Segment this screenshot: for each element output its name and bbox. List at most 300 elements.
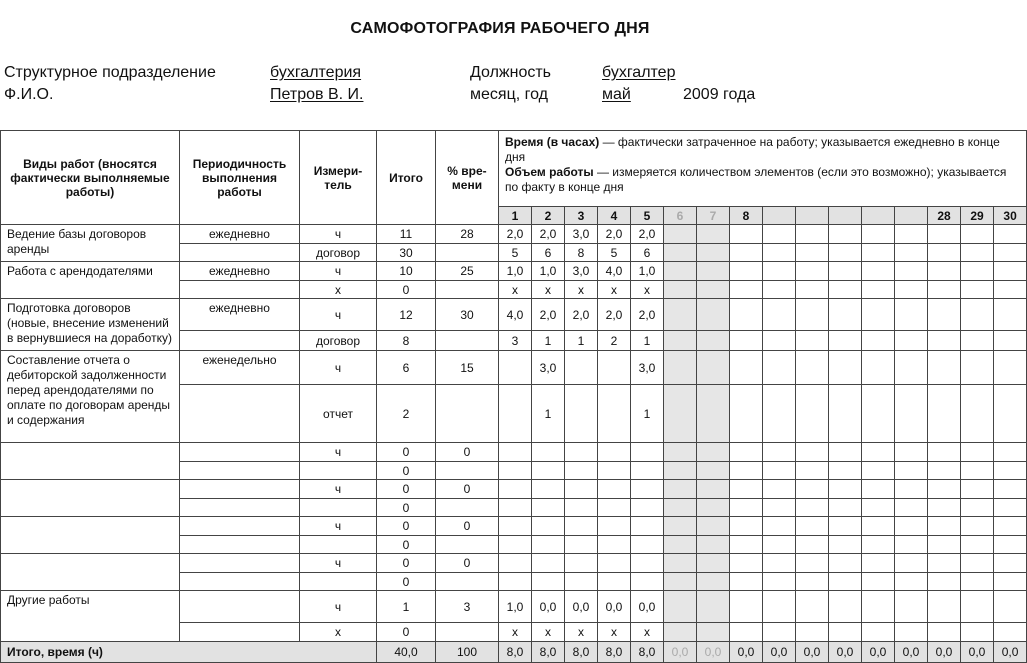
day-cell [928, 573, 961, 591]
day-cell [994, 623, 1027, 642]
day-cell [994, 591, 1027, 623]
day-cell [730, 443, 763, 462]
work-type: Подготовка договоров (новые, внесение изменений в вернувшиеся на доработку) [1, 299, 180, 351]
day-cell [730, 299, 763, 331]
day-cell [961, 262, 994, 281]
work-period-empty [180, 499, 300, 517]
fio-label: Ф.И.О. [4, 86, 54, 103]
day-cell: 5 [598, 244, 631, 262]
day-cell [499, 499, 532, 517]
day-cell: 2 [598, 331, 631, 351]
day-cell [829, 591, 862, 623]
day-cell [829, 443, 862, 462]
day-cell [895, 262, 928, 281]
totals-day-cell: 0,0 [796, 642, 829, 663]
measure-unit: ч [300, 262, 377, 281]
table-row [1, 517, 1027, 536]
day-cell [664, 573, 697, 591]
col-header-types: Виды работ (вносятся фактически выполняемые работы) [1, 131, 180, 225]
day-cell [730, 554, 763, 573]
day-cell: 3,0 [631, 351, 664, 385]
day-cell [994, 554, 1027, 573]
time-note-bold: Время (в часах) [505, 135, 600, 149]
day-cell [961, 623, 994, 642]
day-cell: 2,0 [598, 225, 631, 244]
day-header: 3 [565, 207, 598, 225]
work-period-empty [180, 573, 300, 591]
time-percent-empty [436, 281, 499, 299]
day-cell [862, 262, 895, 281]
time-percent: 0 [436, 443, 499, 462]
measure-unit: ч [300, 554, 377, 573]
day-cell [664, 299, 697, 331]
table-row [1, 299, 1027, 331]
day-cell [928, 443, 961, 462]
day-cell [598, 573, 631, 591]
day-header: 2 [532, 207, 565, 225]
day-cell [895, 623, 928, 642]
day-cell [697, 573, 730, 591]
day-cell [895, 244, 928, 262]
work-period [180, 554, 300, 573]
month-label: месяц, год [470, 86, 548, 103]
time-percent-empty [436, 623, 499, 642]
day-cell [565, 536, 598, 554]
day-cell [862, 517, 895, 536]
day-cell: 2,0 [598, 299, 631, 331]
day-cell [895, 443, 928, 462]
instructions-note [499, 131, 1027, 207]
day-cell [697, 299, 730, 331]
day-cell [598, 480, 631, 499]
day-cell [730, 499, 763, 517]
day-cell [631, 536, 664, 554]
day-cell: х [565, 281, 598, 299]
day-cell [994, 462, 1027, 480]
totals-day-cell: 0,0 [895, 642, 928, 663]
measure-unit: ч [300, 225, 377, 244]
day-cell: 2,0 [532, 299, 565, 331]
day-cell [763, 262, 796, 281]
day-cell [961, 225, 994, 244]
day-cell [961, 244, 994, 262]
day-cell [829, 517, 862, 536]
day-cell [565, 385, 598, 443]
day-cell [730, 351, 763, 385]
work-period: еженедельно [180, 351, 300, 385]
totals-day-cell: 0,0 [664, 642, 697, 663]
day-cell [862, 385, 895, 443]
work-type [1, 443, 180, 480]
day-cell [796, 517, 829, 536]
day-cell [796, 443, 829, 462]
day-cell [994, 443, 1027, 462]
work-period [180, 443, 300, 462]
day-cell [499, 351, 532, 385]
line-total: 2 [377, 385, 436, 443]
line-total: 0 [377, 517, 436, 536]
day-cell: х [631, 623, 664, 642]
day-cell: 0,0 [631, 591, 664, 623]
day-header: 1 [499, 207, 532, 225]
day-cell [697, 554, 730, 573]
day-cell [796, 281, 829, 299]
work-type [1, 554, 180, 591]
day-cell [862, 225, 895, 244]
day-cell: 8 [565, 244, 598, 262]
work-period-empty [180, 331, 300, 351]
work-period-empty [180, 462, 300, 480]
work-period-empty [180, 623, 300, 642]
day-cell [994, 499, 1027, 517]
day-cell [697, 262, 730, 281]
day-cell [895, 351, 928, 385]
totals-day-cell: 8,0 [631, 642, 664, 663]
day-cell [895, 480, 928, 499]
totals-day-cell: 8,0 [598, 642, 631, 663]
work-period-empty [180, 244, 300, 262]
day-cell [796, 536, 829, 554]
day-cell [829, 480, 862, 499]
day-cell [895, 281, 928, 299]
month-value: май [602, 86, 631, 103]
day-cell [730, 244, 763, 262]
time-percent: 3 [436, 591, 499, 623]
measure-unit: ч [300, 591, 377, 623]
day-cell [631, 573, 664, 591]
day-cell [829, 536, 862, 554]
day-cell: х [499, 623, 532, 642]
day-cell [763, 499, 796, 517]
work-type: Ведение базы договоров аренды [1, 225, 180, 262]
day-cell [532, 517, 565, 536]
day-cell [763, 480, 796, 499]
work-period [180, 517, 300, 536]
day-cell [928, 385, 961, 443]
day-cell [829, 299, 862, 331]
line-total: 0 [377, 573, 436, 591]
worksheet-table [0, 130, 1027, 663]
day-cell [664, 262, 697, 281]
day-cell [829, 462, 862, 480]
day-cell [862, 462, 895, 480]
day-cell [763, 443, 796, 462]
line-total: 0 [377, 480, 436, 499]
day-cell [664, 554, 697, 573]
day-cell: 3,0 [532, 351, 565, 385]
day-cell [961, 591, 994, 623]
time-percent: 28 [436, 225, 499, 244]
day-cell: 4,0 [499, 299, 532, 331]
day-header [763, 207, 796, 225]
totals-total: 40,0 [377, 642, 436, 663]
day-cell [862, 281, 895, 299]
day-cell [664, 517, 697, 536]
day-cell [994, 331, 1027, 351]
day-cell [829, 623, 862, 642]
day-cell [697, 244, 730, 262]
totals-day-cell: 0,0 [829, 642, 862, 663]
day-cell [862, 536, 895, 554]
day-cell [565, 517, 598, 536]
day-cell [862, 443, 895, 462]
day-cell [829, 499, 862, 517]
day-cell [499, 443, 532, 462]
day-cell [664, 536, 697, 554]
line-total: 10 [377, 262, 436, 281]
table-row [1, 262, 1027, 281]
day-cell [664, 499, 697, 517]
day-header: 5 [631, 207, 664, 225]
day-cell [664, 443, 697, 462]
work-type [1, 480, 180, 517]
work-period: ежедневно [180, 262, 300, 281]
day-cell [862, 351, 895, 385]
work-type: Работа с арендодателями [1, 262, 180, 299]
day-cell [928, 262, 961, 281]
time-percent: 25 [436, 262, 499, 281]
day-cell [763, 536, 796, 554]
day-cell [994, 281, 1027, 299]
line-total: 0 [377, 462, 436, 480]
day-cell [697, 331, 730, 351]
day-cell [796, 262, 829, 281]
day-cell [730, 517, 763, 536]
day-cell [532, 443, 565, 462]
totals-day-cell: 0,0 [961, 642, 994, 663]
day-cell [697, 517, 730, 536]
day-cell [631, 554, 664, 573]
day-cell [631, 517, 664, 536]
day-cell [730, 591, 763, 623]
line-total: 0 [377, 443, 436, 462]
day-cell [961, 351, 994, 385]
line-total: 30 [377, 244, 436, 262]
day-cell [664, 351, 697, 385]
day-cell [697, 623, 730, 642]
day-cell [763, 331, 796, 351]
day-cell [697, 480, 730, 499]
day-cell [796, 244, 829, 262]
day-cell [697, 281, 730, 299]
fio-value: Петров В. И. [270, 86, 364, 103]
day-cell [928, 462, 961, 480]
day-cell [763, 385, 796, 443]
totals-day-cell: 0,0 [697, 642, 730, 663]
day-cell [532, 480, 565, 499]
day-cell [499, 573, 532, 591]
day-cell [994, 573, 1027, 591]
time-percent-empty [436, 536, 499, 554]
day-cell [994, 517, 1027, 536]
day-cell [664, 281, 697, 299]
day-cell [796, 385, 829, 443]
table-row [1, 351, 1027, 385]
day-cell [697, 385, 730, 443]
day-cell [598, 499, 631, 517]
day-cell: 1 [532, 331, 565, 351]
measure-unit: х [300, 623, 377, 642]
line-total: 12 [377, 299, 436, 331]
day-cell [928, 351, 961, 385]
day-cell [961, 536, 994, 554]
day-cell [664, 385, 697, 443]
month-year-value [602, 85, 764, 105]
measure-unit: ч [300, 443, 377, 462]
day-cell [895, 554, 928, 573]
day-cell [862, 480, 895, 499]
day-cell: 3,0 [565, 225, 598, 244]
day-cell [928, 554, 961, 573]
day-header: 29 [961, 207, 994, 225]
totals-day-cell: 8,0 [499, 642, 532, 663]
line-total: 0 [377, 623, 436, 642]
day-cell [862, 623, 895, 642]
time-percent-empty [436, 499, 499, 517]
day-cell [532, 554, 565, 573]
day-header [829, 207, 862, 225]
day-cell [532, 462, 565, 480]
totals-day-cell: 0,0 [862, 642, 895, 663]
volume-note-bold: Объем работы [505, 165, 594, 179]
day-cell [697, 462, 730, 480]
day-cell [697, 225, 730, 244]
day-cell [730, 536, 763, 554]
day-cell [499, 517, 532, 536]
measure-unit: договор [300, 244, 377, 262]
day-cell: 6 [631, 244, 664, 262]
line-total: 1 [377, 591, 436, 623]
measure-unit: договор [300, 331, 377, 351]
day-header: 30 [994, 207, 1027, 225]
day-cell [994, 385, 1027, 443]
day-cell [796, 591, 829, 623]
day-cell [697, 536, 730, 554]
day-cell [763, 623, 796, 642]
day-cell [829, 351, 862, 385]
day-cell [829, 554, 862, 573]
day-cell [895, 536, 928, 554]
day-cell [499, 462, 532, 480]
day-cell [862, 591, 895, 623]
day-cell [994, 351, 1027, 385]
work-type [1, 517, 180, 554]
day-header: 6 [664, 207, 697, 225]
day-cell: 1,0 [499, 591, 532, 623]
totals-day-cell: 0,0 [928, 642, 961, 663]
day-header [895, 207, 928, 225]
day-cell [895, 591, 928, 623]
measure-unit: х [300, 281, 377, 299]
day-cell [598, 554, 631, 573]
day-cell: 2,0 [631, 225, 664, 244]
time-percent: 0 [436, 554, 499, 573]
day-header [862, 207, 895, 225]
day-cell [730, 262, 763, 281]
time-percent-empty [436, 385, 499, 443]
day-cell [895, 573, 928, 591]
day-cell [664, 623, 697, 642]
day-cell [928, 536, 961, 554]
line-total: 0 [377, 554, 436, 573]
col-header-percent: % вре-мени [436, 131, 499, 225]
day-cell [730, 385, 763, 443]
measure-unit [300, 573, 377, 591]
day-cell [631, 499, 664, 517]
day-cell [565, 480, 598, 499]
day-cell [499, 554, 532, 573]
day-cell [994, 536, 1027, 554]
day-cell [631, 443, 664, 462]
day-cell [928, 480, 961, 499]
line-total: 0 [377, 536, 436, 554]
day-cell [961, 281, 994, 299]
work-period [180, 480, 300, 499]
day-cell [829, 244, 862, 262]
day-cell [796, 480, 829, 499]
day-cell [862, 573, 895, 591]
day-cell [895, 385, 928, 443]
measure-unit: отчет [300, 385, 377, 443]
day-cell [862, 499, 895, 517]
day-cell [961, 517, 994, 536]
time-percent-empty [436, 573, 499, 591]
day-header: 8 [730, 207, 763, 225]
day-cell [499, 480, 532, 499]
day-cell [763, 225, 796, 244]
totals-day-cell: 0,0 [730, 642, 763, 663]
day-cell [763, 573, 796, 591]
day-cell [598, 385, 631, 443]
day-cell [928, 499, 961, 517]
day-cell [565, 554, 598, 573]
col-header-period: Периодичность выполнения работы [180, 131, 300, 225]
day-cell: 1 [631, 385, 664, 443]
day-cell [961, 554, 994, 573]
time-percent: 0 [436, 480, 499, 499]
day-cell: х [598, 623, 631, 642]
day-cell [598, 517, 631, 536]
work-type: Другие работы [1, 591, 180, 642]
work-period-empty [180, 536, 300, 554]
day-cell [730, 225, 763, 244]
day-cell [895, 499, 928, 517]
day-cell [796, 299, 829, 331]
day-cell [928, 244, 961, 262]
day-cell: 1 [565, 331, 598, 351]
day-cell [961, 499, 994, 517]
day-cell [631, 480, 664, 499]
day-cell [862, 554, 895, 573]
day-cell [994, 244, 1027, 262]
line-total: 6 [377, 351, 436, 385]
day-cell [994, 480, 1027, 499]
day-cell [829, 225, 862, 244]
day-cell: х [598, 281, 631, 299]
day-cell [730, 281, 763, 299]
table-row [1, 225, 1027, 244]
day-cell: х [532, 623, 565, 642]
volume-note-text: — измеряется количеством элементов (если это возможно); указывается по факту в конце дня [505, 165, 1007, 194]
day-cell [730, 331, 763, 351]
day-cell: 0,0 [598, 591, 631, 623]
day-cell [961, 573, 994, 591]
day-cell [763, 244, 796, 262]
day-cell: х [565, 623, 598, 642]
day-cell [697, 499, 730, 517]
day-cell: 3 [499, 331, 532, 351]
day-cell [895, 299, 928, 331]
